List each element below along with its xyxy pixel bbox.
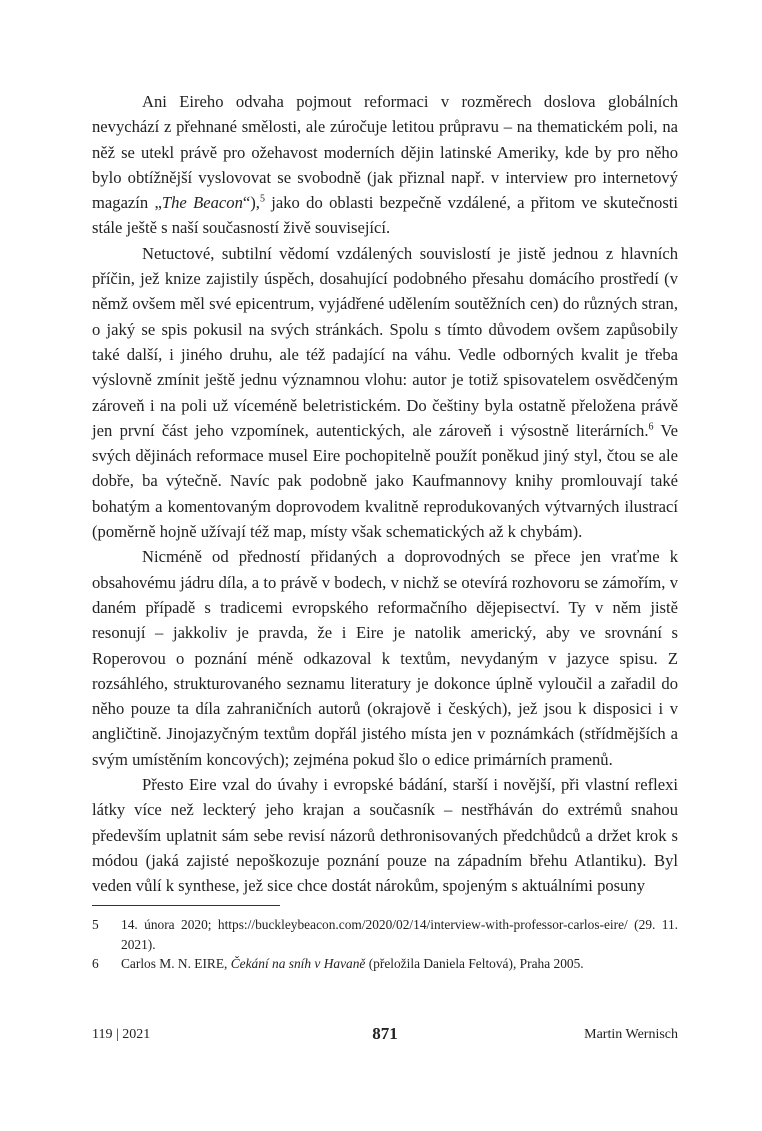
footnote-text — [121, 915, 678, 954]
paragraph-2 — [92, 241, 678, 545]
author-name: Martin Wernisch — [584, 1027, 678, 1042]
footnote-number: 6 — [92, 956, 99, 971]
issue-label: 119 | 2021 — [92, 1027, 151, 1042]
paragraph-2-text-end: Ve svých dějinách reformace musel Eire pochopitelně použít poněkud jiný styl, čtou se ale dobře, ba výtečně. Navíc pak podobně jako Kaufmannovy knihy promlouvají také bohatým a komentovaným doprovodem kvalitně reprodukovaných výtvarných ilustrací (poměrně hojně užívají též map, místy však schematických až k chybám). — [92, 420, 679, 542]
paragraph-1 — [92, 89, 678, 241]
paragraph-2-text: Netuctové, subtilní vědomí vzdálených souvislostí je jistě jednou z hlavních příčin, jež knize zajistily úspěch, dosahující podobného přesahu domácího prostředí (v němž ovšem měl své epicentrum, vyjádřené udělením soutěžních cen) do různých stran, o jaký se spis pokusil na svých stránkách. Spolu s tímto důvodem ovšem zapůsobily také další, i jiného druhu, ale též padající na váhu. Vedle odborných kvalit je třeba výslovně zmínit ještě jednu významnou vlohu: autor je totiž spisovatelem osvědčeným zároveň i na poli už víceméně beletristickém. Do češtiny byla ostatně přeložena právě jen první část jeho vzpomínek, autentických, ale zároveň i výsostně literárních. — [92, 243, 678, 440]
paragraph-1-text-end: jako do oblasti bezpečně vzdálené, a přitom ve skutečnosti stále ještě s naší současností živě související. — [92, 193, 679, 238]
footnote-6-text: Carlos M. N. EIRE, — [121, 956, 231, 971]
paragraph-1-text-mid: “), — [242, 193, 260, 213]
page-footer — [92, 1024, 678, 1048]
paragraph-4: Přesto Eire vzal do úvahy i evropské bádání, starší i novější, při vlastní reflexi látky více než leckterý jeho krajan a současník – nestřháván do extrémů snahou především uplatnit sám sebe revisí názorů dethronisovaných předchůdců a držet krok s módou (jaká zajisté nepoškozuje poznání pouze na západním břehu Atlantiku). Byl veden vůlí k synthese, jež sice chce dostát nárokům, spojeným s aktuálními posuny — [92, 775, 678, 896]
footnote-number: 5 — [92, 917, 99, 932]
footnote-divider — [92, 905, 280, 906]
footnote-6 — [92, 954, 678, 974]
page-number: 871 — [372, 1024, 398, 1043]
paragraph-3: Nicméně od předností přidaných a doprovodných se přece jen vraťme k obsahovému jádru díla, a to právě v bodech, v nichž se otevírá rozhovoru se zámořím, v daném případě s tradicemi evropského reformačního dějepisectví. Ty v něm jistě resonují – jakkoliv je pravda, že i Eire je natolik americký, aby ve srovnání s Roperovou o poznání méně odkazoval k textům, nevydaným v jazyce spisu. Z rozsáhlého, strukturovaného seznamu literatury je dokonce úplně vyloučil a zařadil do něho pouze ta díla zahraničních autorů (okrajově i českých), jež jsou k disposici i v angličtině. Jinojazyčným textům dopřál jistého místa jen v poznámkách (střídmějších a svým umístěním koncových); zejména pokud šlo o edice primárních pramenů. — [92, 547, 678, 769]
footnotes — [92, 905, 678, 974]
book-title: Čekání na sníh v Havaně — [230, 956, 366, 971]
magazine-title: The Beacon — [161, 193, 243, 213]
footnote-ref-5[interactable]: 5 — [259, 193, 265, 205]
footnote-text — [121, 954, 678, 974]
footnote-5 — [92, 915, 678, 954]
paragraph-1-text: Ani Eireho odvaha pojmout reformaci v rozměrech doslova globálních nevychází z přehnané smělosti, ale zúročuje letitou průpravu – na thematickém poli, na něž se utekl právě pro ožehavost moderních dějin latinské Ameriky, kde by pro něho bylo obtížnější vyslovovat se svobodně (jak přiznal např. v interview pro internetový magazín „ — [92, 92, 678, 213]
article-body — [92, 89, 678, 899]
footnote-5-text[interactable]: 14. února 2020; https://buckleybeacon.com/2020/02/14/interview-with-professor-carlos-eire/ (29. 11. 2021). — [121, 917, 678, 952]
footnote-6-text-end: (přeložila Daniela Feltová), Praha 2005. — [365, 956, 584, 971]
footnote-ref-6[interactable]: 6 — [648, 421, 654, 433]
